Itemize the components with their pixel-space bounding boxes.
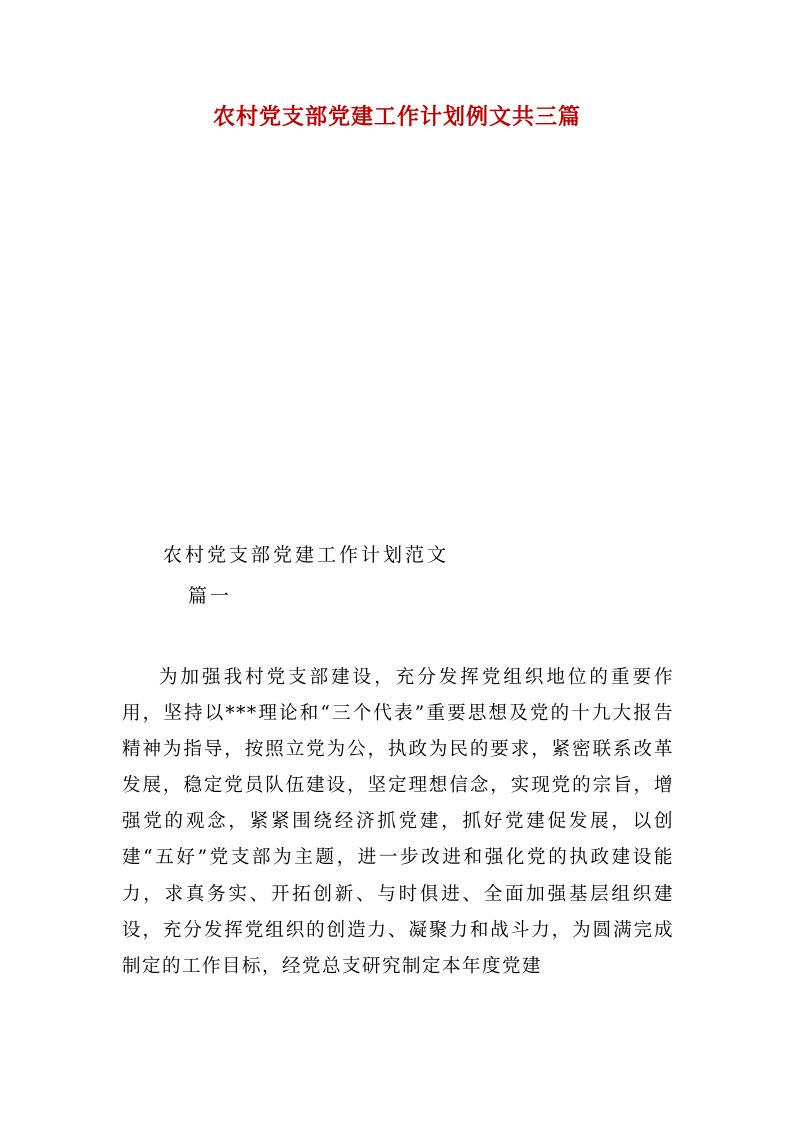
section-label: 篇一 [188, 585, 233, 607]
section-subtitle: 农村党支部党建工作计划范文 [163, 544, 450, 566]
document-title: 农村党支部党建工作计划例文共三篇 [212, 104, 581, 130]
body-paragraph: 为加强我村党支部建设，充分发挥党组织地位的重要作用，坚持以***理论和“三个代表”重要思想及党的十九大报告精神为指导，按照立党为公，执政为民的要求，紧密联系改革发展，稳定党员队伍建设，坚定理想信念，实现党的宗旨，增强党的观念，紧紧围绕经济抓党建，抓好党建促发展，以创建“五好”党支部为主题，进一步改进和强化党的执政建设能力，求真务实、开拓创新、与时俱进、全面加强基层组织建设，充分发挥党组织的创造力、凝聚力和战斗力，为圆满完成制定的工作目标，经党总支研究制定本年度党建 [122, 667, 674, 977]
